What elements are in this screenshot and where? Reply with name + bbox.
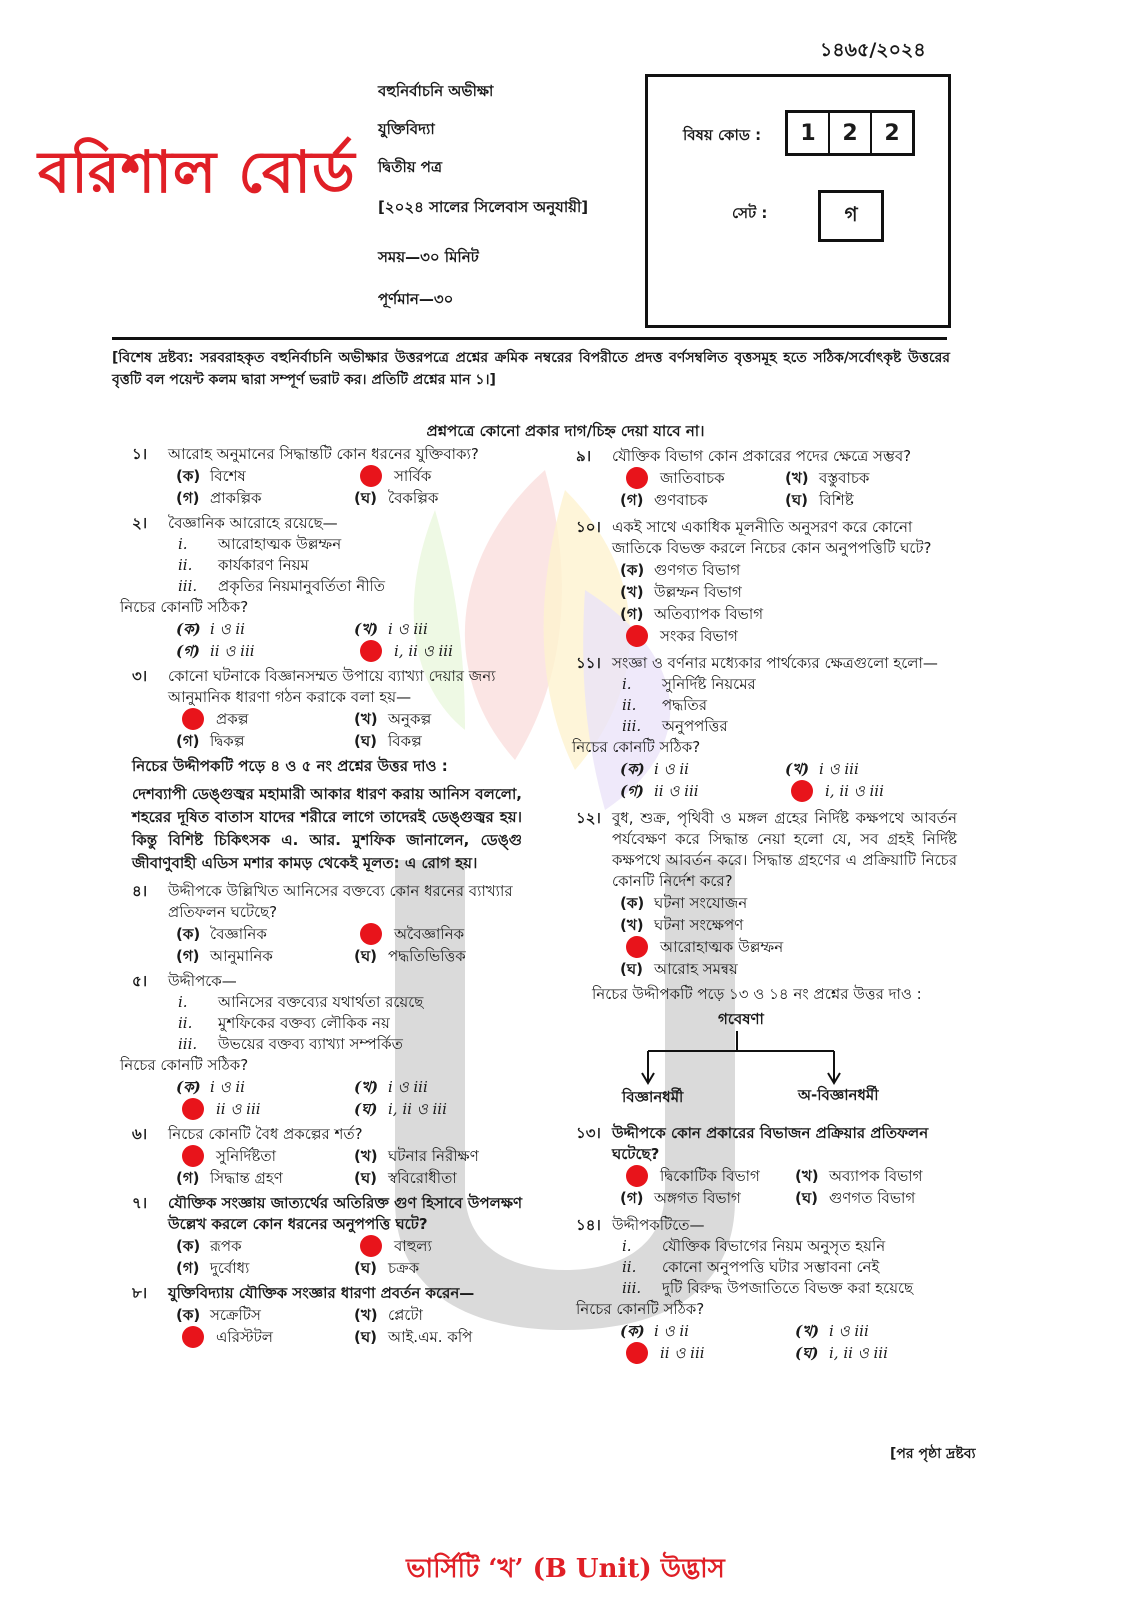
filled-answer-dot [626, 467, 648, 489]
full-marks: পূর্ণমান—৩০ [378, 290, 454, 308]
statement: iii. দুটি বিরুদ্ধ উপজাতিতে বিভক্ত করা হয়েছে [622, 1279, 914, 1297]
question-text: সংজ্ঞা ও বর্ণনার মধ্যেকার পার্থক্যের ক্ষেত্রগুলো হলো— [612, 654, 938, 672]
question-text: যৌক্তিক বিভাগ কোন প্রকারের পদের ক্ষেত্রে সম্ভব? [612, 447, 912, 465]
question-7: ৭। যৌক্তিক সংজ্ঞায় জাত্যর্থের অতিরিক্ত গুণ হিসাবে উপলক্ষণ উল্লেখ করলে কোন ধরনের অনুপপত্তি ঘটে? (ক) রূপক বাহুল্য (গ) দুর্বোধ্য (ঘ) চক্রক [168, 1193, 548, 1279]
option-a-correct[interactable]: জাতিবাচক [620, 467, 785, 489]
filled-answer-dot [360, 1235, 382, 1257]
question-12: ১২। বুধ, শুক্র, পৃথিবী ও মঙ্গল গ্রহের নির্দিষ্ট কক্ষপথে আবর্তন পর্যবেক্ষণ করে সিদ্ধান্ত নেয়া হলো যে, সব গ্রহই নির্দিষ্ট কক্ষপথে আবর্তন করে। সিদ্ধান্ত গ্রহণের এ প্রক্রিয়াটি নিচের কোনটি নির্দেশ করে? (ক) ঘটনা সংযোজন (খ) ঘটনা সংক্ষেপণ আরোহাত্মক উল্লম্ফন (ঘ) আরোহ সমন্বয় [612, 808, 957, 980]
option-a[interactable]: (ক) রূপক [176, 1236, 242, 1255]
option-b[interactable]: (খ) i ও iii [354, 1077, 428, 1096]
subject: যুক্তিবিদ্যা [378, 120, 435, 138]
option-c[interactable]: (গ) সিদ্ধান্ত গ্রহণ [176, 1168, 283, 1187]
filled-answer-dot [626, 1342, 648, 1364]
question-text: একই সাথে একাধিক মূলনীতি অনুসরণ করে কোনো জাতিকে বিভক্ত করলে নিচের কোন অনুপপত্তিটি ঘটে? [612, 518, 932, 557]
code-digit: 2 [884, 120, 900, 146]
special-note: [বিশেষ দ্রষ্টব্য: সরবরাহকৃত বহুনির্বাচনি অভীক্ষার উত্তরপত্রে প্রশ্নের ক্রমিক নম্বরের বিপরীতে প্রদত্ত বর্ণসম্বলিত বৃত্তসমূহ হতে সঠিক/সর্বোৎকৃষ্ট উত্তরের বৃত্তটি বল পয়েন্ট কলম দ্বারা সম্পূর্ণ ভরাট কর। প্রতিটি প্রশ্নের মান ১।] [112, 350, 950, 388]
option-d[interactable]: (ঘ) বিকল্প [354, 731, 422, 750]
question-3: ৩। কোনো ঘটনাকে বিজ্ঞানসম্মত উপায়ে ব্যাখ্যা দেয়ার জন্য আনুমানিক ধারণা গঠন করাকে বলা হয়— প্রকল্প (খ) অনুকল্প (গ) দ্বিকল্প (ঘ) বিকল্প [168, 666, 548, 752]
footer-brand: ভার্সিটি ‘খ’ (B Unit) উদ্ভাস [406, 1554, 725, 1584]
option-d[interactable]: (ঘ) পদ্ধতিভিত্তিক [354, 946, 466, 965]
option-c-correct[interactable]: ii ও iii [620, 1342, 795, 1364]
option-d[interactable]: (ঘ) গুণগত বিভাগ [795, 1188, 916, 1207]
question-5: ৫। উদ্দীপকে— i. আনিসের বক্তব্যের যথার্থতা রয়েছে ii. মুশফিকের বক্তব্য লৌকিক নয় iii. উভয়ের বক্তব্য ব্যাখ্যা সম্পর্কিত নিচের কোনটি সঠিক? (ক) i ও ii (খ) i ও iii ii ও iii (ঘ) i, ii ও iii [168, 971, 548, 1120]
diagram-right: অ-বিজ্ঞানধর্মী [798, 1086, 879, 1104]
option-a[interactable]: (ক) i ও ii [620, 1321, 689, 1340]
set-label: সেট : [732, 204, 768, 222]
filled-answer-dot [182, 1326, 204, 1348]
paper: দ্বিতীয় পত্র [378, 158, 443, 176]
option-a-correct[interactable]: সুনির্দিষ্টতা [176, 1145, 354, 1167]
filled-answer-dot [182, 1098, 204, 1120]
option-d[interactable]: (ঘ) স্ববিরোধীতা [354, 1168, 457, 1187]
statement: iii. উভয়ের বক্তব্য ব্যাখ্যা সম্পর্কিত [178, 1035, 403, 1053]
filled-answer-dot [360, 640, 382, 662]
option-b-correct[interactable]: বাহুল্য [354, 1235, 532, 1257]
question-8: ৮। যুক্তিবিদ্যায় যৌক্তিক সংজ্ঞার ধারণা প্রবর্তন করেন— (ক) সক্রেটিস (খ) প্লেটো এরিস্টটল (ঘ) আই.এম. কপি [168, 1283, 548, 1348]
question-text: উদ্দীপকটিতে— [612, 1216, 705, 1234]
option-d[interactable]: (ঘ) বৈকল্পিক [354, 488, 439, 507]
option-c[interactable]: (গ) আনুমানিক [176, 946, 273, 965]
option-c[interactable]: (গ) গুণবাচক [620, 490, 708, 509]
option-c[interactable]: (গ) ii ও iii [620, 781, 699, 800]
option-a[interactable]: (ক) গুণগত বিভাগ [620, 560, 741, 579]
code-digit: 1 [788, 113, 830, 153]
stimulus-passage: দেশব্যাপী ডেঙ্গুজ্বর মহামারী আকার ধারণ করায় আনিস বললো, শহরের দূষিত বাতাস যাদের শরীরে লাগে তাদেরই ডেঙ্গুজ্বর হয়। কিন্তু বিশিষ্ট চিকিৎসক এ. আর. মুশফিক জানালেন, ডেঙ্গু জীবাণুবাহী এডিস মশার কামড় থেকেই মূলত: এ রোগ হয়। [132, 785, 522, 872]
option-b-correct[interactable]: সার্বিক [354, 465, 532, 487]
code-digit: 2 [830, 113, 872, 153]
diagram-left: বিজ্ঞানধর্মী [622, 1088, 684, 1106]
statement: iii. প্রকৃতির নিয়মানুবর্তিতা নীতি [178, 577, 386, 595]
no-mark-notice: প্রশ্নপত্রে কোনো প্রকার দাগ/চিহ্ন দেয়া যাবে না। [426, 422, 705, 440]
ask-line: নিচের কোনটি সঠিক? [576, 1300, 705, 1318]
option-d[interactable]: (ঘ) আই.এম. কপি [354, 1327, 473, 1346]
stimulus-lead: নিচের উদ্দীপকটি পড়ে ৪ ও ৫ নং প্রশ্নের উত্তর দাও : [132, 757, 448, 775]
question-11: ১১। সংজ্ঞা ও বর্ণনার মধ্যেকার পার্থক্যের ক্ষেত্রগুলো হলো— i. সুনির্দিষ্ট নিয়মের ii. পদ্ধতির iii. অনুপপত্তির নিচের কোনটি সঠিক? (ক) i ও ii (খ) i ও iii (গ) ii ও iii i, ii ও iii [612, 653, 957, 802]
question-13: ১৩। উদ্দীপকে কোন প্রকারের বিভাজন প্রক্রিয়ার প্রতিফলন ঘটেছে? দ্বিকোটিক বিভাগ (খ) অব্যাপক বিভাগ (গ) অঙ্গগত বিভাগ (ঘ) গুণগত বিভাগ [612, 1123, 957, 1209]
time: সময়—৩০ মিনিট [378, 248, 479, 266]
diagram-arrows [612, 1029, 957, 1089]
ask-line: নিচের কোনটি সঠিক? [120, 598, 249, 616]
option-c[interactable]: (গ) দ্বিকল্প [176, 731, 245, 750]
question-9: ৯। যৌক্তিক বিভাগ কোন প্রকারের পদের ক্ষেত্রে সম্ভব? জাতিবাচক (খ) বস্তুবাচক (গ) গুণবাচক (ঘ) বিশিষ্ট [612, 446, 957, 511]
question-6: ৬। নিচের কোনটি বৈধ প্রকল্পের শর্ত? সুনির্দিষ্টতা (খ) ঘটনার নিরীক্ষণ (গ) সিদ্ধান্ত গ্রহণ (ঘ) স্ববিরোধীতা [168, 1124, 548, 1189]
option-d-correct[interactable]: i, ii ও iii [354, 640, 532, 662]
option-b[interactable]: (খ) i ও iii [354, 619, 428, 638]
statement: ii. কোনো অনুপপত্তি ঘটার সম্ভাবনা নেই [622, 1258, 880, 1276]
option-b[interactable]: (খ) ঘটনা সংক্ষেপণ [620, 915, 744, 934]
option-b[interactable]: (খ) ঘটনার নিরীক্ষণ [354, 1146, 479, 1165]
option-d[interactable]: (ঘ) চক্রক [354, 1258, 420, 1277]
option-a[interactable]: (ক) বৈজ্ঞানিক [176, 924, 267, 943]
filled-answer-dot [182, 1145, 204, 1167]
filled-answer-dot [182, 708, 204, 730]
question-text: নিচের কোনটি বৈধ প্রকল্পের শর্ত? [168, 1125, 363, 1143]
option-c-correct[interactable]: ii ও iii [176, 1098, 354, 1120]
question-text: উদ্দীপকে— [168, 972, 237, 990]
question-text: কোনো ঘটনাকে বিজ্ঞানসম্মত উপায়ে ব্যাখ্যা দেয়ার জন্য আনুমানিক ধারণা গঠন করাকে বলা হয়— [168, 667, 496, 706]
option-d[interactable]: (ঘ) i, ii ও iii [795, 1343, 888, 1362]
right-column [572, 446, 957, 1366]
option-b[interactable]: (খ) অনুকল্প [354, 709, 432, 728]
research-diagram [612, 1009, 957, 1109]
ask-line: নিচের কোনটি সঠিক? [120, 1056, 249, 1074]
question-text: উদ্দীপকে উল্লিখিত আনিসের বক্তব্যে কোন ধরনের ব্যাখ্যার প্রতিফলন ঘটেছে? [168, 882, 513, 921]
filled-answer-dot [791, 780, 813, 802]
question-2: ২। বৈজ্ঞানিক আরোহে রয়েছে— i. আরোহাত্মক উল্লম্ফন ii. কার্যকারণ নিয়ম iii. প্রকৃতির নিয়মানুবর্তিতা নীতি নিচের কোনটি সঠিক? (ক) i ও ii (খ) i ও iii (গ) ii ও iii i, ii ও iii [168, 513, 548, 662]
left-column [120, 444, 548, 1350]
question-text: যুক্তিবিদ্যায় যৌক্তিক সংজ্ঞার ধারণা প্রবর্তন করেন— [168, 1284, 475, 1302]
option-d-correct[interactable]: i, ii ও iii [785, 780, 950, 802]
question-14: ১৪। উদ্দীপকটিতে— i. যৌক্তিক বিভাগের নিয়ম অনুসৃত হয়নি ii. কোনো অনুপপত্তি ঘটার সম্ভাবনা নেই iii. দুটি বিরুদ্ধ উপজাতিতে বিভক্ত করা হয়েছে নিচের কোনটি সঠিক? (ক) i ও ii (খ) i ও iii ii ও iii (ঘ) i, ii ও iii [612, 1215, 957, 1364]
statement: i. সুনির্দিষ্ট নিয়মের [622, 675, 756, 693]
option-a[interactable]: (ক) ঘটনা সংযোজন [620, 893, 748, 912]
option-b[interactable]: (খ) প্লেটো [354, 1305, 423, 1324]
statement: iii. অনুপপত্তির [622, 717, 728, 735]
option-b[interactable]: (খ) অব্যাপক বিভাগ [795, 1166, 923, 1185]
statement: i. আনিসের বক্তব্যের যথার্থতা রয়েছে [178, 993, 424, 1011]
question-text: বৈজ্ঞানিক আরোহে রয়েছে— [168, 514, 338, 532]
option-c[interactable]: (গ) অঙ্গগত বিভাগ [620, 1188, 741, 1207]
statement: i. আরোহাত্মক উল্লম্ফন [178, 535, 342, 553]
question-1: ১। আরোহ অনুমানের সিদ্ধান্তটি কোন ধরনের যুক্তিবাক্য? (ক) বিশেষ সার্বিক (গ) প্রাকল্পিক (ঘ) বৈকল্পিক [168, 444, 548, 509]
option-c-correct[interactable]: এরিস্টটল [176, 1326, 354, 1348]
option-c[interactable]: (গ) প্রাকল্পিক [176, 488, 262, 507]
option-d[interactable]: (ঘ) আরোহ সমন্বয় [620, 959, 738, 978]
option-a[interactable]: (ক) i ও ii [620, 759, 689, 778]
filled-answer-dot [626, 936, 648, 958]
option-a-correct[interactable]: দ্বিকোটিক বিভাগ [620, 1165, 795, 1187]
question-text: যৌক্তিক সংজ্ঞায় জাত্যর্থের অতিরিক্ত গুণ হিসাবে উপলক্ষণ উল্লেখ করলে কোন ধরনের অনুপপত্তি ঘটে? [168, 1194, 523, 1233]
question-4: ৪। উদ্দীপকে উল্লিখিত আনিসের বক্তব্যে কোন ধরনের ব্যাখ্যার প্রতিফলন ঘটেছে? (ক) বৈজ্ঞানিক অবৈজ্ঞানিক (গ) আনুমানিক (ঘ) পদ্ধতিভিত্তিক [168, 881, 548, 967]
option-b-correct[interactable]: অবৈজ্ঞানিক [354, 923, 532, 945]
stimulus-lead: নিচের উদ্দীপকটি পড়ে ১৩ ও ১৪ নং প্রশ্নের উত্তর দাও : [592, 985, 922, 1003]
diagram-root: গবেষণা [718, 1010, 764, 1028]
option-b[interactable]: (খ) i ও iii [795, 1321, 869, 1340]
syllabus: [২০২৪ সালের সিলেবাস অনুযায়ী] [378, 198, 589, 216]
option-c-correct[interactable]: আরোহাত্মক উল্লম্ফন [620, 936, 957, 958]
subject-code-label: বিষয় কোড : [683, 126, 762, 144]
option-a[interactable]: (ক) i ও ii [176, 619, 245, 638]
filled-answer-dot [626, 625, 648, 647]
question-10: ১০। একই সাথে একাধিক মূলনীতি অনুসরণ করে কোনো জাতিকে বিভক্ত করলে নিচের কোন অনুপপত্তিটি ঘটে? (ক) গুণগত বিভাগ (খ) উল্লম্ফন বিভাগ (গ) অতিব্যাপক বিভাগ সংকর বিভাগ [612, 517, 957, 647]
option-d-correct[interactable]: সংকর বিভাগ [620, 625, 957, 647]
exam-type: বহুনির্বাচনি অভীক্ষা [378, 82, 494, 100]
option-c[interactable]: (গ) অতিব্যাপক বিভাগ [620, 604, 764, 623]
option-a[interactable]: (ক) সক্রেটিস [176, 1305, 261, 1324]
serial-number: ১৪৬৫/২০২৪ [820, 39, 926, 61]
header-rule [112, 337, 947, 340]
question-text: বুধ, শুক্র, পৃথিবী ও মঙ্গল গ্রহের নির্দিষ্ট কক্ষপথে আবর্তন পর্যবেক্ষণ করে সিদ্ধান্ত নেয়া হলো যে, সব গ্রহই নির্দিষ্ট কক্ষপথে আবর্তন করে। সিদ্ধান্ত গ্রহণের এ প্রক্রিয়াটি নিচের কোনটি নির্দেশ করে? [612, 809, 957, 890]
option-d[interactable]: (ঘ) বিশিষ্ট [785, 490, 854, 509]
statement: i. যৌক্তিক বিভাগের নিয়ম অনুসৃত হয়নি [622, 1237, 886, 1255]
statement: ii. পদ্ধতির [622, 696, 707, 714]
option-c[interactable]: (গ) দুর্বোধ্য [176, 1258, 250, 1277]
filled-answer-dot [360, 923, 382, 945]
subject-code [785, 110, 915, 156]
statement: ii. কার্যকারণ নিয়ম [178, 556, 309, 574]
option-a[interactable]: (ক) বিশেষ [176, 466, 246, 485]
option-a-correct[interactable]: প্রকল্প [176, 708, 354, 730]
option-b[interactable]: (খ) বস্তুবাচক [785, 468, 870, 487]
option-a[interactable]: (ক) i ও ii [176, 1077, 245, 1096]
option-c[interactable]: (গ) ii ও iii [176, 641, 255, 660]
question-text: আরোহ অনুমানের সিদ্ধান্তটি কোন ধরনের যুক্তিবাক্য? [168, 445, 479, 463]
option-b[interactable]: (খ) i ও iii [785, 759, 859, 778]
question-text: উদ্দীপকে কোন প্রকারের বিভাজন প্রক্রিয়ার প্রতিফলন ঘটেছে? [612, 1124, 929, 1163]
board-title: বরিশাল বোর্ড [38, 138, 356, 206]
option-b[interactable]: (খ) উল্লম্ফন বিভাগ [620, 582, 742, 601]
filled-answer-dot [626, 1165, 648, 1187]
statement: ii. মুশফিকের বক্তব্য লৌকিক নয় [178, 1014, 390, 1032]
filled-answer-dot [360, 465, 382, 487]
next-page-note: [পর পৃষ্ঠা দ্রষ্টব্য [890, 1446, 976, 1462]
option-d[interactable]: (ঘ) i, ii ও iii [354, 1099, 447, 1118]
set-value: গ [818, 190, 884, 242]
ask-line: নিচের কোনটি সঠিক? [572, 738, 701, 756]
